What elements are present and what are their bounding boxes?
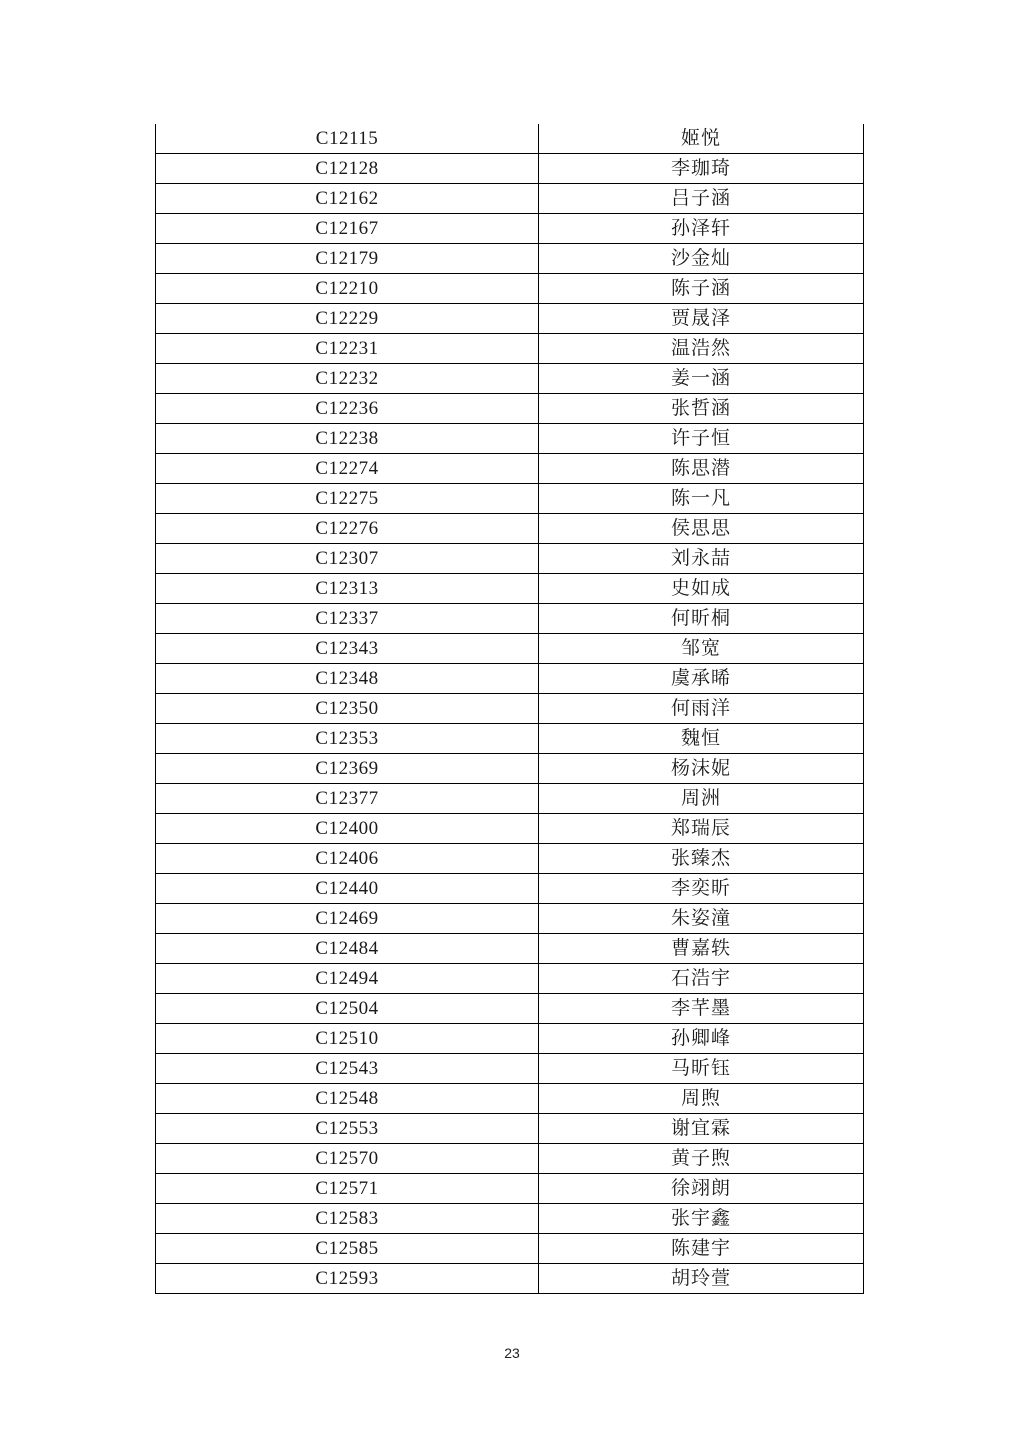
candidate-code-cell: C12543 [156, 1054, 539, 1084]
candidate-name-cell: 徐翊朗 [539, 1174, 864, 1204]
candidate-code-cell: C12571 [156, 1174, 539, 1204]
table-row [156, 904, 864, 934]
candidate-code-cell: C12167 [156, 214, 539, 244]
candidate-name-cell: 张宇鑫 [539, 1204, 864, 1234]
table-row [156, 724, 864, 754]
candidate-code-cell: C12236 [156, 394, 539, 424]
table-row [156, 1144, 864, 1174]
candidate-code-cell: C12484 [156, 934, 539, 964]
candidate-name-cell: 曹嘉轶 [539, 934, 864, 964]
candidate-code-cell: C12353 [156, 724, 539, 754]
candidate-name-cell: 侯思思 [539, 514, 864, 544]
table-row [156, 1174, 864, 1204]
candidate-code-cell: C12593 [156, 1264, 539, 1294]
candidate-code-cell: C12337 [156, 604, 539, 634]
candidate-code-cell: C12343 [156, 634, 539, 664]
table-row [156, 874, 864, 904]
candidate-name-cell: 石浩宇 [539, 964, 864, 994]
candidate-code-cell: C12585 [156, 1234, 539, 1264]
candidate-name-cell: 陈子涵 [539, 274, 864, 304]
candidate-name-cell: 朱姿潼 [539, 904, 864, 934]
table-row [156, 484, 864, 514]
candidate-name-cell: 虞承晞 [539, 664, 864, 694]
candidate-name-cell: 黄子煦 [539, 1144, 864, 1174]
table-row [156, 184, 864, 214]
candidate-code-cell: C12469 [156, 904, 539, 934]
candidate-name-cell: 魏恒 [539, 724, 864, 754]
candidate-name-cell: 胡玲萱 [539, 1264, 864, 1294]
candidate-name-cell: 邹宽 [539, 634, 864, 664]
candidate-code-cell: C12583 [156, 1204, 539, 1234]
candidate-name-cell: 刘永喆 [539, 544, 864, 574]
table-row [156, 664, 864, 694]
table-row [156, 1264, 864, 1294]
candidate-name-cell: 孙卿峰 [539, 1024, 864, 1054]
candidate-name-cell: 吕子涵 [539, 184, 864, 214]
table-row [156, 574, 864, 604]
candidate-name-cell: 周洲 [539, 784, 864, 814]
table-row [156, 514, 864, 544]
table-row [156, 1204, 864, 1234]
table-row [156, 214, 864, 244]
table-row [156, 1234, 864, 1264]
candidate-code-cell: C12494 [156, 964, 539, 994]
candidate-name-cell: 张哲涵 [539, 394, 864, 424]
candidate-code-cell: C12275 [156, 484, 539, 514]
candidate-name-cell: 马昕钰 [539, 1054, 864, 1084]
table-row [156, 964, 864, 994]
candidate-name-cell: 姜一涵 [539, 364, 864, 394]
table-row [156, 694, 864, 724]
candidate-code-cell: C12210 [156, 274, 539, 304]
candidate-code-cell: C12504 [156, 994, 539, 1024]
table-row [156, 454, 864, 484]
candidate-name-cell: 郑瑞辰 [539, 814, 864, 844]
table-row [156, 334, 864, 364]
candidate-name-cell: 温浩然 [539, 334, 864, 364]
candidate-code-cell: C12369 [156, 754, 539, 784]
candidate-code-cell: C12510 [156, 1024, 539, 1054]
candidate-code-cell: C12400 [156, 814, 539, 844]
candidate-name-cell: 李芊墨 [539, 994, 864, 1024]
table-row [156, 154, 864, 184]
candidate-code-cell: C12348 [156, 664, 539, 694]
candidate-name-cell: 沙金灿 [539, 244, 864, 274]
roster-table-body [156, 124, 864, 1294]
table-row [156, 934, 864, 964]
candidate-name-cell: 杨沫妮 [539, 754, 864, 784]
candidate-code-cell: C12232 [156, 364, 539, 394]
table-row [156, 544, 864, 574]
table-row [156, 784, 864, 814]
candidate-code-cell: C12238 [156, 424, 539, 454]
table-row [156, 754, 864, 784]
candidate-name-cell: 李珈琦 [539, 154, 864, 184]
candidate-name-cell: 张臻杰 [539, 844, 864, 874]
candidate-code-cell: C12115 [156, 124, 539, 154]
table-row [156, 814, 864, 844]
candidate-code-cell: C12553 [156, 1114, 539, 1144]
candidate-name-cell: 史如成 [539, 574, 864, 604]
candidate-code-cell: C12350 [156, 694, 539, 724]
table-row [156, 394, 864, 424]
candidate-code-cell: C12229 [156, 304, 539, 334]
table-row [156, 844, 864, 874]
candidate-code-cell: C12179 [156, 244, 539, 274]
candidate-code-cell: C12231 [156, 334, 539, 364]
candidate-name-cell: 陈建宇 [539, 1234, 864, 1264]
candidate-name-cell: 许子恒 [539, 424, 864, 454]
table-row [156, 304, 864, 334]
candidate-code-cell: C12377 [156, 784, 539, 814]
table-row [156, 1084, 864, 1114]
candidate-name-cell: 孙泽轩 [539, 214, 864, 244]
table-row [156, 1024, 864, 1054]
candidate-code-cell: C12440 [156, 874, 539, 904]
table-row [156, 124, 864, 154]
table-row [156, 1114, 864, 1144]
candidate-code-cell: C12406 [156, 844, 539, 874]
roster-table [155, 124, 864, 1294]
candidate-code-cell: C12548 [156, 1084, 539, 1114]
table-row [156, 424, 864, 454]
table-row [156, 364, 864, 394]
candidate-code-cell: C12276 [156, 514, 539, 544]
candidate-name-cell: 何雨洋 [539, 694, 864, 724]
candidate-code-cell: C12313 [156, 574, 539, 604]
table-row [156, 994, 864, 1024]
table-row [156, 634, 864, 664]
candidate-code-cell: C12307 [156, 544, 539, 574]
candidate-name-cell: 贾晟泽 [539, 304, 864, 334]
candidate-name-cell: 何昕桐 [539, 604, 864, 634]
table-row [156, 274, 864, 304]
candidate-name-cell: 周煦 [539, 1084, 864, 1114]
table-row [156, 1054, 864, 1084]
table-row [156, 244, 864, 274]
candidate-name-cell: 陈一凡 [539, 484, 864, 514]
candidate-code-cell: C12274 [156, 454, 539, 484]
candidate-name-cell: 李奕昕 [539, 874, 864, 904]
page-number: 23 [504, 1345, 520, 1361]
candidate-name-cell: 姬悦 [539, 124, 864, 154]
candidate-name-cell: 谢宜霖 [539, 1114, 864, 1144]
candidate-code-cell: C12128 [156, 154, 539, 184]
table-row [156, 604, 864, 634]
candidate-code-cell: C12162 [156, 184, 539, 214]
candidate-name-cell: 陈思潜 [539, 454, 864, 484]
candidate-code-cell: C12570 [156, 1144, 539, 1174]
